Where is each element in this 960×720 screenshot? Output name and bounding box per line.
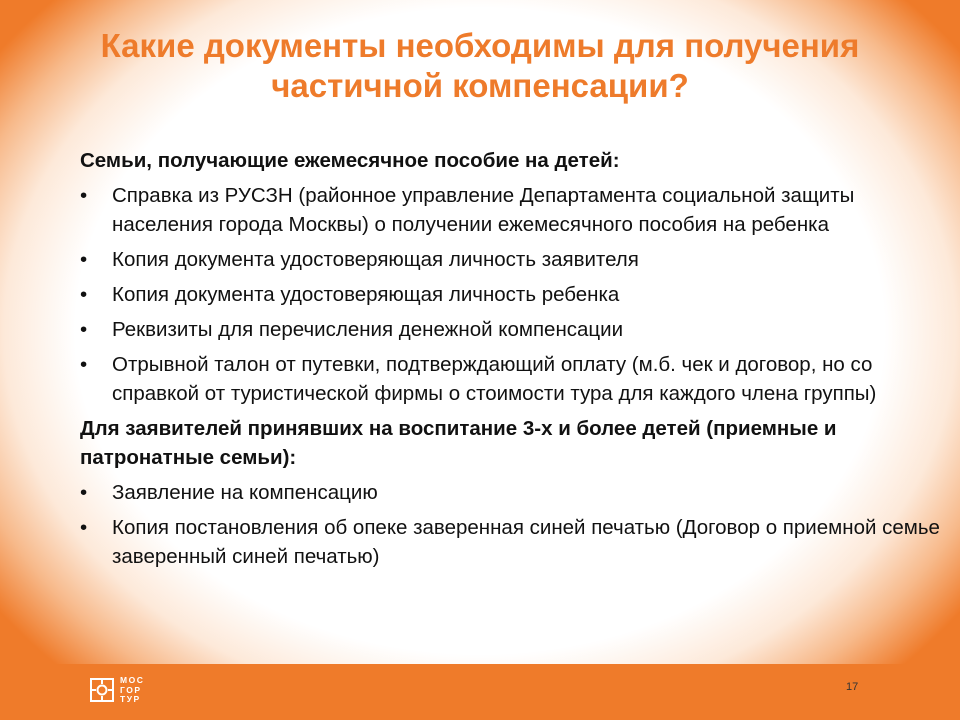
list-item — [80, 280, 944, 309]
bullet-icon: • — [80, 516, 88, 539]
page-number: 17 — [846, 681, 859, 693]
document-list-foster-families — [80, 478, 944, 571]
list-item — [80, 245, 944, 274]
section-heading-families: Семьи, получающие ежемесячное пособие на детей: — [80, 149, 620, 172]
bullet-icon: • — [80, 184, 88, 207]
list-item — [80, 181, 944, 239]
logo-text — [120, 676, 144, 705]
logo-text-line-1: МОС — [120, 675, 145, 685]
bullet-icon: • — [80, 283, 88, 306]
list-item-text: Копия документа удостоверяющая личность заявителя — [112, 248, 639, 271]
logo-text-line-3: ТУР — [120, 694, 141, 704]
mosgortur-logo — [88, 676, 144, 705]
sun-logo-icon — [88, 676, 116, 704]
slide-title — [40, 26, 920, 106]
list-item — [80, 315, 944, 344]
list-item-text: Заявление на компенсацию — [112, 481, 378, 504]
bullet-icon: • — [80, 353, 88, 376]
section-heading-foster-families: Для заявителей принявших на воспитание 3-х и более детей (приемные и патронатные семьи): — [80, 417, 837, 469]
document-list-families — [80, 181, 944, 408]
list-item — [80, 350, 944, 408]
list-item-text: Отрывной талон от путевки, подтверждающий оплату (м.б. чек и договор, но со справкой от туристической фирмы о стоимости тура для каждого члена группы) — [112, 353, 877, 405]
bullet-icon: • — [80, 248, 88, 271]
bullet-icon: • — [80, 318, 88, 341]
footer-bar — [0, 664, 960, 720]
slide-title-line-2: частичной компенсации? — [271, 67, 689, 104]
list-item-text: Справка из РУСЗН (районное управление Департамента социальной защиты населения города Москвы) о получении ежемесячного пособия на ребенка — [112, 184, 855, 236]
list-item — [80, 478, 944, 507]
list-item — [80, 513, 944, 571]
list-item-text: Реквизиты для перечисления денежной компенсации — [112, 318, 624, 341]
bullet-icon: • — [80, 481, 88, 504]
list-item-text: Копия постановления об опеке заверенная синей печатью (Договор о приемной семье заверенный синей печатью) — [112, 516, 940, 568]
slide-content — [80, 146, 944, 577]
slide-title-line-1: Какие документы необходимы для получения — [100, 27, 860, 64]
logo-text-line-2: ГОР — [120, 684, 142, 695]
list-item-text: Копия документа удостоверяющая личность ребенка — [112, 283, 620, 306]
